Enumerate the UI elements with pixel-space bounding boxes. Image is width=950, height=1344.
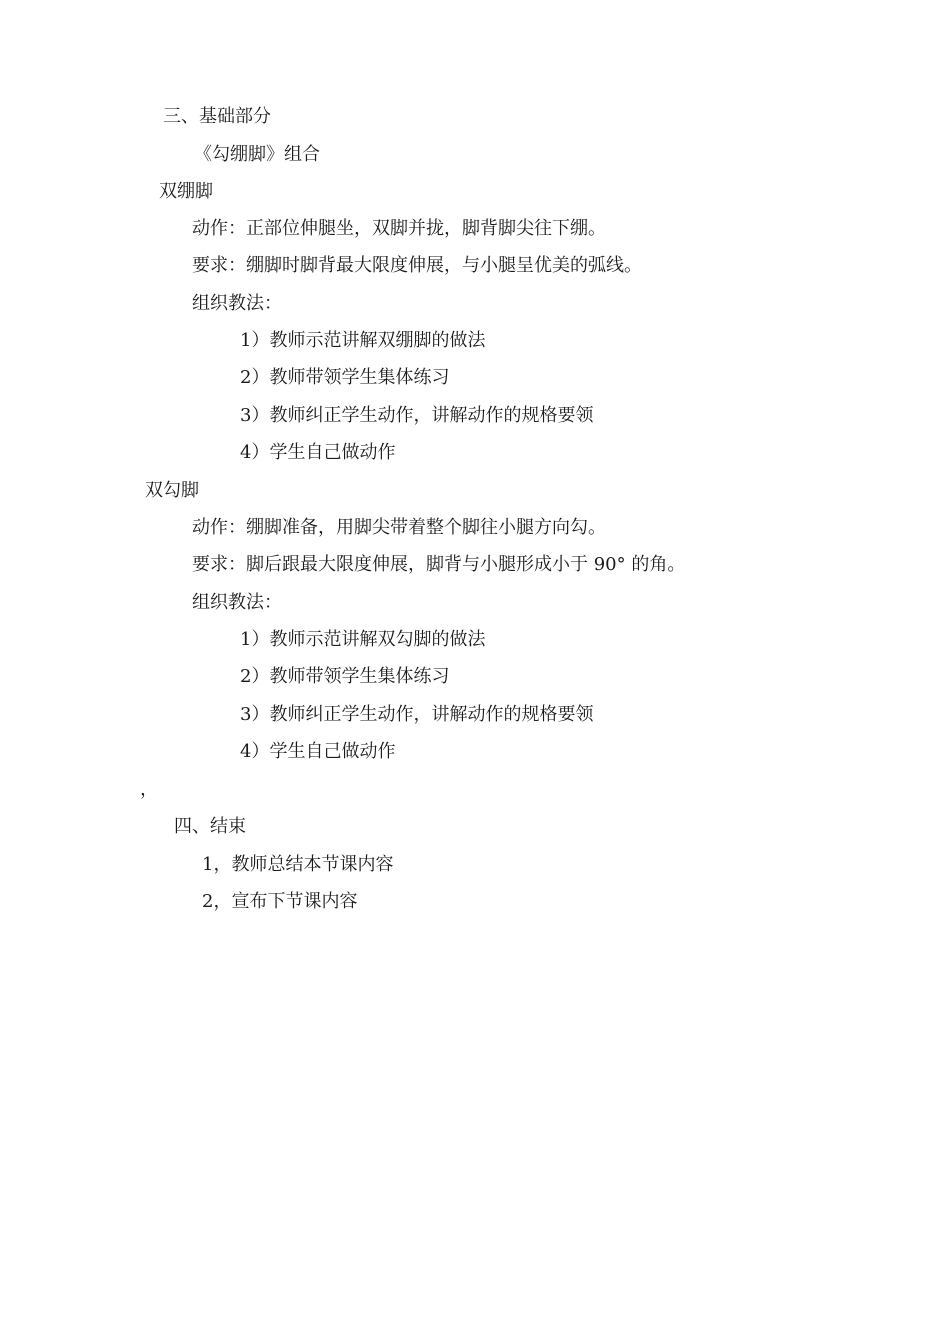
section-4-heading: 四、结束: [174, 816, 246, 837]
double-point-method-label: 组织教法：: [192, 293, 282, 314]
double-point-step: 4）学生自己做动作: [240, 442, 396, 463]
double-point-step: 1）教师示范讲解双绷脚的做法: [240, 330, 486, 351]
double-flex-title: 双勾脚: [145, 480, 199, 501]
stray-comma: ，: [140, 779, 158, 800]
combo-title: 《勾绷脚》组合: [194, 144, 320, 165]
closing-item: 2，宣布下节课内容: [202, 891, 358, 912]
section-3-heading: 三、基础部分: [163, 106, 271, 127]
closing-item: 1，教师总结本节课内容: [202, 854, 394, 875]
double-point-action: 动作：正部位伸腿坐，双脚并拢，脚背脚尖往下绷。: [192, 218, 606, 239]
double-flex-step: 4）学生自己做动作: [240, 741, 396, 762]
double-point-step: 2）教师带领学生集体练习: [240, 367, 450, 388]
double-flex-action: 动作：绷脚准备，用脚尖带着整个脚往小腿方向勾。: [192, 517, 606, 538]
double-point-step: 3）教师纠正学生动作，讲解动作的规格要领: [240, 405, 594, 426]
double-flex-method-label: 组织教法：: [192, 592, 282, 613]
double-flex-requirement: 要求：脚后跟最大限度伸展，脚背与小腿形成小于 90° 的角。: [192, 554, 686, 575]
double-point-requirement: 要求：绷脚时脚背最大限度伸展，与小腿呈优美的弧线。: [192, 255, 642, 276]
double-flex-step: 2）教师带领学生集体练习: [240, 666, 450, 687]
double-flex-step: 1）教师示范讲解双勾脚的做法: [240, 629, 486, 650]
double-point-title: 双绷脚: [159, 181, 213, 202]
double-flex-step: 3）教师纠正学生动作，讲解动作的规格要领: [240, 704, 594, 725]
